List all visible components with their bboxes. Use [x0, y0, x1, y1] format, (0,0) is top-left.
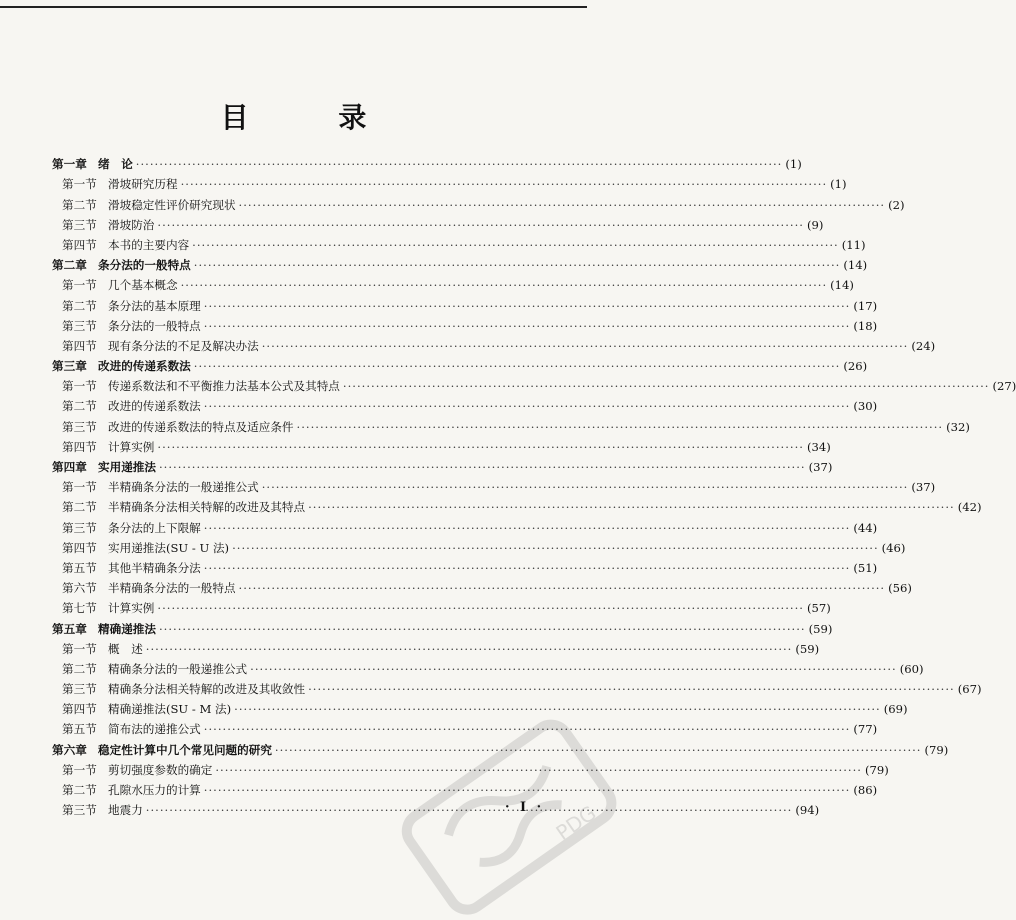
toc-section-row [52, 272, 854, 293]
toc-entry-number: 第四节 [62, 237, 97, 252]
toc-entry-page: (56) [888, 581, 912, 596]
toc-leader-dots [192, 238, 839, 252]
toc-section-row [52, 292, 878, 313]
toc-entry-title: 现有条分法的不足及解决办法 [108, 338, 259, 353]
toc-entry-title: 本书的主要内容 [108, 237, 190, 252]
toc-leader-dots [204, 521, 851, 535]
toc-leader-dots [239, 581, 886, 595]
toc-entry-page: (59) [795, 641, 820, 656]
toc-entry-title: 半精确条分法的一般特点 [108, 581, 236, 596]
toc-entry-page: (11) [841, 237, 866, 252]
toc-leader-dots [239, 198, 886, 212]
toc-entry-page: (77) [853, 722, 878, 737]
toc-entry-title: 传递系数法和不平衡推力法基本公式及其特点 [108, 379, 340, 394]
toc-entry-page: (27) [992, 379, 1016, 394]
toc-entry-page: (60) [899, 661, 924, 676]
toc-entry-number: 第三节 [62, 682, 97, 697]
toc-section-row [52, 555, 878, 575]
toc-leader-dots [297, 420, 944, 434]
toc-section-row [52, 171, 847, 192]
toc-section-row [52, 373, 1016, 394]
toc-entry-page: (37) [911, 480, 936, 495]
toc-leader-dots [204, 399, 851, 413]
toc-entry-number: 第七节 [62, 601, 97, 616]
toc-entry-title: 几个基本概念 [108, 278, 178, 293]
toc-entry-title: 条分法的一般特点 [98, 258, 191, 273]
watermark-stamp [390, 720, 620, 920]
toc-entry-number: 第五章 [52, 621, 87, 636]
toc-entry-page: (9) [806, 217, 824, 232]
toc-section-row [52, 535, 906, 555]
toc-entry-title: 改进的传递系数法 [108, 399, 201, 414]
toc-entry-number: 第二节 [62, 500, 97, 515]
toc-leader-dots [181, 278, 828, 292]
toc-entry-number: 第二节 [62, 197, 97, 212]
toc-entry-title: 地震力 [108, 803, 143, 818]
toc-section-row [52, 676, 982, 697]
toc-leader-dots [250, 662, 897, 676]
toc-leader-dots [157, 601, 804, 615]
toc-entry-page: (79) [924, 742, 949, 757]
toc-entry-title: 计算实例 [108, 439, 155, 454]
toc-leader-dots [181, 177, 828, 191]
toc-section-row [52, 696, 908, 717]
toc-entry-number: 第四章 [52, 460, 87, 474]
toc-entry-number: 第一节 [62, 480, 97, 495]
toc-entry-title: 条分法的基本原理 [108, 298, 201, 313]
toc-entry-number: 第一章 [52, 157, 87, 172]
toc-leader-dots [159, 622, 806, 636]
toc-entry-number: 第三章 [52, 359, 87, 374]
toc-entry-title: 改进的传递系数法 [98, 359, 191, 374]
toc-entry-page: (94) [795, 803, 820, 818]
toc-chapter-row [52, 454, 833, 474]
toc-entry-title: 滑坡防治 [108, 217, 155, 232]
toc-entry-number: 第五节 [62, 722, 97, 737]
toc-entry-page: (79) [864, 762, 889, 777]
toc-chapter-row [52, 353, 868, 374]
toc-leader-dots [343, 379, 990, 393]
toc-entry-page: (44) [853, 520, 878, 535]
toc-entry-page: (46) [881, 540, 906, 555]
toc-leader-dots [194, 359, 841, 373]
toc-entry-number: 第一节 [62, 379, 97, 394]
toc-entry-page: (37) [808, 460, 833, 474]
toc-leader-dots [232, 541, 879, 555]
toc-section-row [52, 212, 824, 232]
toc-section-row [52, 232, 866, 252]
toc-leader-dots [146, 642, 793, 656]
toc-entry-number: 第四节 [62, 540, 97, 555]
toc-entry-title: 精确递推法 [98, 621, 156, 636]
toc-entry-title: 滑坡研究历程 [108, 177, 178, 192]
toc-entry-number: 第二章 [52, 258, 87, 273]
toc-section-row [52, 393, 878, 414]
toc-leader-dots [234, 702, 881, 716]
toc-entry-number: 第一节 [62, 762, 97, 777]
toc-entry-page: (14) [843, 258, 868, 273]
toc-leader-dots [204, 561, 851, 575]
toc-entry-page: (32) [946, 419, 970, 434]
toc-entry-number: 第五节 [62, 560, 97, 575]
toc-entry-number: 第二节 [62, 399, 97, 414]
toc-entry-title: 简布法的递推公式 [108, 722, 201, 737]
top-rule [0, 6, 587, 8]
toc-leader-dots [159, 460, 806, 474]
page-folio: · I · [505, 800, 545, 815]
toc-section-row [52, 636, 820, 656]
toc-entry-title: 精确递推法(SU - M 法) [108, 702, 232, 717]
toc-entry-title: 实用递推法 [98, 460, 156, 474]
toc-chapter-row [52, 151, 802, 172]
watermark-text: PDG [551, 800, 601, 845]
toc-section-row [52, 434, 831, 454]
toc-leader-dots [157, 440, 804, 454]
toc-entry-title: 实用递推法(SU - U 法) [108, 540, 230, 555]
toc-section-row [52, 494, 982, 515]
toc-section-row [52, 656, 924, 676]
toc-entry-title: 条分法的上下限解 [108, 520, 201, 535]
toc-entry-number: 第三节 [62, 217, 97, 232]
toc-entry-page: (57) [806, 601, 831, 616]
toc-entry-title: 绪 论 [98, 157, 133, 172]
toc-entry-page: (17) [853, 298, 878, 313]
toc-entry-title: 改进的传递系数法的特点及适应条件 [108, 419, 294, 434]
toc-entry-number: 第一节 [62, 641, 97, 656]
toc-entry-title: 半精确条分法相关特解的改进及其特点 [108, 500, 306, 515]
toc-entry-page: (67) [957, 682, 982, 697]
toc-entry-page: (1) [785, 157, 802, 172]
toc-entry-number: 第二节 [62, 298, 97, 313]
toc-entry-title: 条分法的一般特点 [108, 318, 201, 333]
toc-entry-title: 精确条分法相关特解的改进及其收敛性 [108, 682, 306, 697]
toc-entry-page: (42) [957, 500, 982, 515]
toc-section-row [52, 413, 970, 434]
toc-entry-number: 第四节 [62, 439, 97, 454]
toc-entry-number: 第一节 [62, 177, 97, 192]
toc-leader-dots [194, 258, 841, 272]
toc-chapter-row [52, 615, 833, 636]
toc-entry-page: (34) [806, 439, 831, 454]
toc-entry-page: (18) [853, 318, 878, 333]
toc-entry-title: 滑坡稳定性评价研究现状 [108, 197, 236, 212]
toc-entry-title: 半精确条分法的一般递推公式 [108, 480, 259, 495]
toc-leader-dots [262, 339, 909, 353]
toc-entry-number: 第四节 [62, 338, 97, 353]
toc-entry-number: 第三节 [62, 318, 97, 333]
toc-section-row [52, 333, 936, 353]
toc-leader-dots [204, 299, 851, 313]
toc-section-row [52, 313, 878, 333]
toc-entry-number: 第四节 [62, 702, 97, 717]
page-title: 目 录 [220, 101, 407, 134]
toc-entry-title: 剪切强度参数的确定 [108, 762, 213, 777]
toc-entry-number: 第三节 [62, 419, 97, 434]
toc-section-row [52, 595, 831, 616]
table-of-contents [52, 151, 1016, 818]
toc-entry-title: 其他半精确条分法 [108, 560, 201, 575]
toc-entry-page: (14) [830, 278, 854, 293]
toc-leader-dots [308, 500, 955, 514]
toc-chapter-row [52, 252, 868, 273]
toc-entry-page: (30) [853, 399, 878, 414]
toc-entry-page: (69) [883, 702, 908, 717]
toc-leader-dots [157, 218, 804, 232]
toc-entry-page: (1) [830, 177, 847, 192]
toc-entry-number: 第一节 [62, 278, 97, 293]
toc-entry-number: 第三节 [62, 520, 97, 535]
toc-entry-number: 第六章 [52, 742, 87, 757]
toc-leader-dots [136, 157, 783, 171]
toc-entry-title: 稳定性计算中几个常见问题的研究 [98, 742, 272, 757]
toc-entry-number: 第三节 [62, 803, 97, 818]
toc-entry-page: (26) [843, 359, 868, 374]
toc-entry-title: 孔隙水压力的计算 [108, 783, 201, 797]
toc-section-row [52, 191, 905, 212]
toc-entry-page: (86) [853, 783, 878, 797]
toc-entry-number: 第六节 [62, 581, 97, 596]
toc-entry-page: (2) [888, 197, 905, 212]
toc-leader-dots [308, 682, 955, 696]
toc-leader-dots [262, 480, 909, 494]
toc-entry-number: 第二节 [62, 783, 97, 797]
toc-entry-page: (24) [911, 338, 936, 353]
toc-section-row [52, 514, 878, 535]
toc-section-row [52, 474, 936, 495]
toc-entry-page: (59) [808, 621, 833, 636]
toc-entry-title: 概 述 [108, 641, 143, 656]
toc-section-row [52, 575, 912, 596]
toc-entry-number: 第二节 [62, 661, 97, 676]
toc-entry-title: 计算实例 [108, 601, 155, 616]
toc-entry-title: 精确条分法的一般递推公式 [108, 661, 248, 676]
toc-leader-dots [204, 319, 851, 333]
toc-entry-page: (51) [853, 560, 878, 575]
